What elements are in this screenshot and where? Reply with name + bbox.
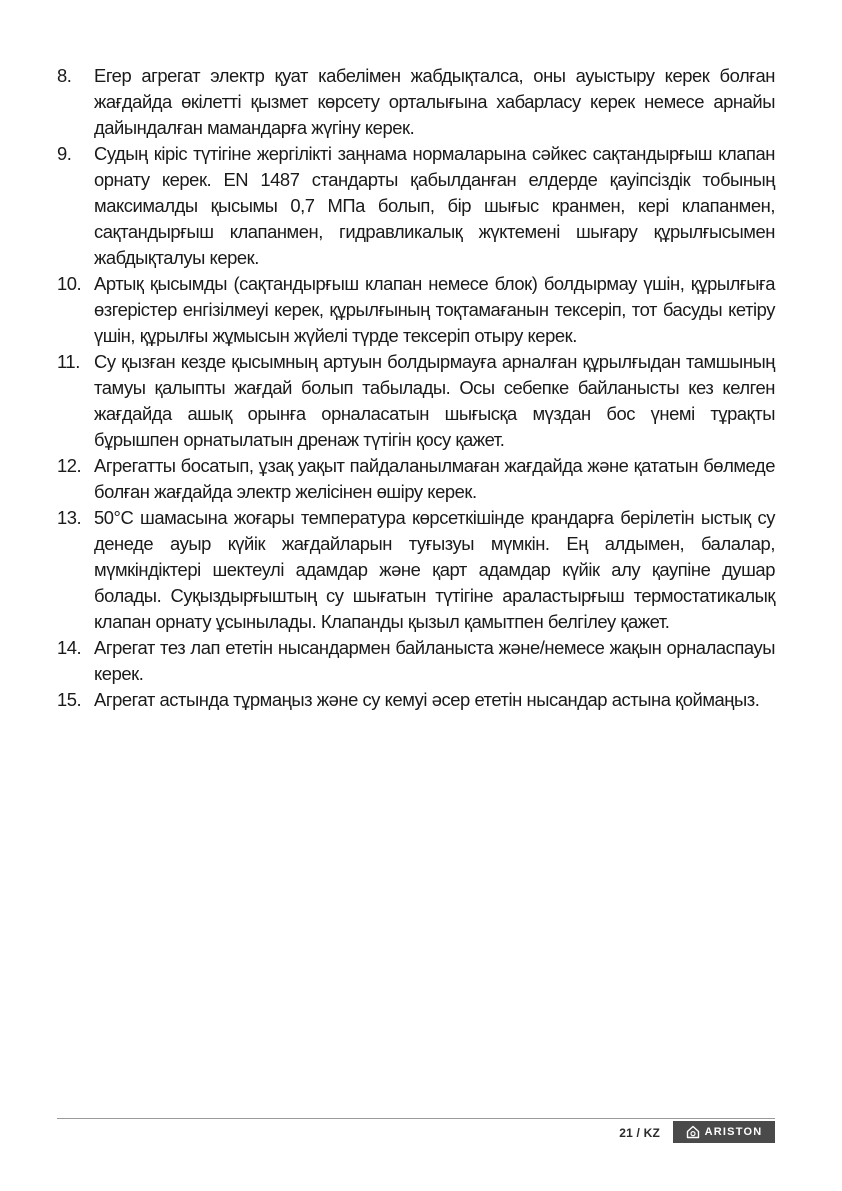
list-item-text: Артық қысымды (сақтандырғыш клапан немесе блок) болдырмау үшін, құрылғыға өзгерістер енгізілмеуі керек, құрылғының тоқтамағанын тексеріп, тот басуды кетіру үшін, құрылғы жұмысын жүйелі түрде тексеріп отыру керек.	[94, 273, 775, 346]
ariston-house-logo-icon	[686, 1125, 700, 1139]
instruction-list	[57, 63, 775, 713]
list-item-text: Агрегат тез лап ететін нысандармен байланыста және/немесе жақын орналаспауы керек.	[94, 637, 775, 684]
list-item-number: 8.	[57, 65, 72, 86]
page-number: 21 / KZ	[619, 1126, 660, 1140]
list-item	[57, 635, 775, 687]
list-item-number: 15.	[57, 689, 82, 710]
list-item	[57, 505, 775, 635]
list-item-text: Егер агрегат электр қуат кабелімен жабдықталса, оны ауыстыру керек болған жағдайда өкілетті қызмет көрсету орталығына хабарласу керек немесе арнайы дайындалған мамандарға жүгіну керек.	[94, 65, 775, 138]
list-item-text: Агрегат астында тұрмаңыз және су кемуі әсер ететін нысандар астына қоймаңыз.	[94, 689, 760, 710]
footer-divider	[57, 1118, 775, 1119]
brand-name: ARISTON	[704, 1126, 763, 1138]
list-item-number: 9.	[57, 143, 72, 164]
list-item	[57, 687, 775, 713]
list-item	[57, 453, 775, 505]
list-item-number: 13.	[57, 507, 82, 528]
list-item-number: 10.	[57, 273, 82, 294]
list-item	[57, 271, 775, 349]
list-item-number: 12.	[57, 455, 82, 476]
list-item	[57, 141, 775, 271]
list-item-number: 14.	[57, 637, 82, 658]
list-item-text: Агрегатты босатып, ұзақ уақыт пайдаланылмаған жағдайда және қататын бөлмеде болған жағдайда электр желісінен өшіру керек.	[94, 455, 775, 502]
list-item-number: 11.	[57, 351, 80, 372]
list-item	[57, 349, 775, 453]
brand-logo	[673, 1121, 775, 1143]
list-item-text: 50°C шамасына жоғары температура көрсеткішінде крандарға берілетін ыстық су денеде ауыр күйік жағдайларын туғызуы мүмкін. Ең алдымен, балалар, мүмкіндіктері шектеулі адамдар және қарт адамдар күйік алу қаупіне душар болады. Суқыздырғыштың су шығатын түтігіне араластырғыш термостатикалық клапан орнату ұсынылады. Клапанды қызыл қамытпен белгілеу қажет.	[94, 507, 775, 632]
list-item-text: Су қызған кезде қысымның артуын болдырмауға арналған құрылғыдан тамшының тамуы қалыпты жағдай болып табылады. Осы себепке байланысты кез келген жағдайда ашық орынға орналасатын шығысқа мүздан бос үнемі тұрақты бұрышпен орнатылатын дренаж түтігін қосу қажет.	[94, 351, 775, 450]
list-item-text: Судың кіріс түтігіне жергілікті заңнама нормаларына сәйкес сақтандырғыш клапан орнату керек. EN 1487 стандарты қабылданған елдерде қауіпсіздік тобының максималды қысымы 0,7 МПа болып, бір шығыс кранмен, кері клапанмен, сақтандырғыш клапанмен, гидравликалық жүктемені шығару құрылғысымен жабдықталуы керек.	[94, 143, 775, 268]
list-item	[57, 63, 775, 141]
